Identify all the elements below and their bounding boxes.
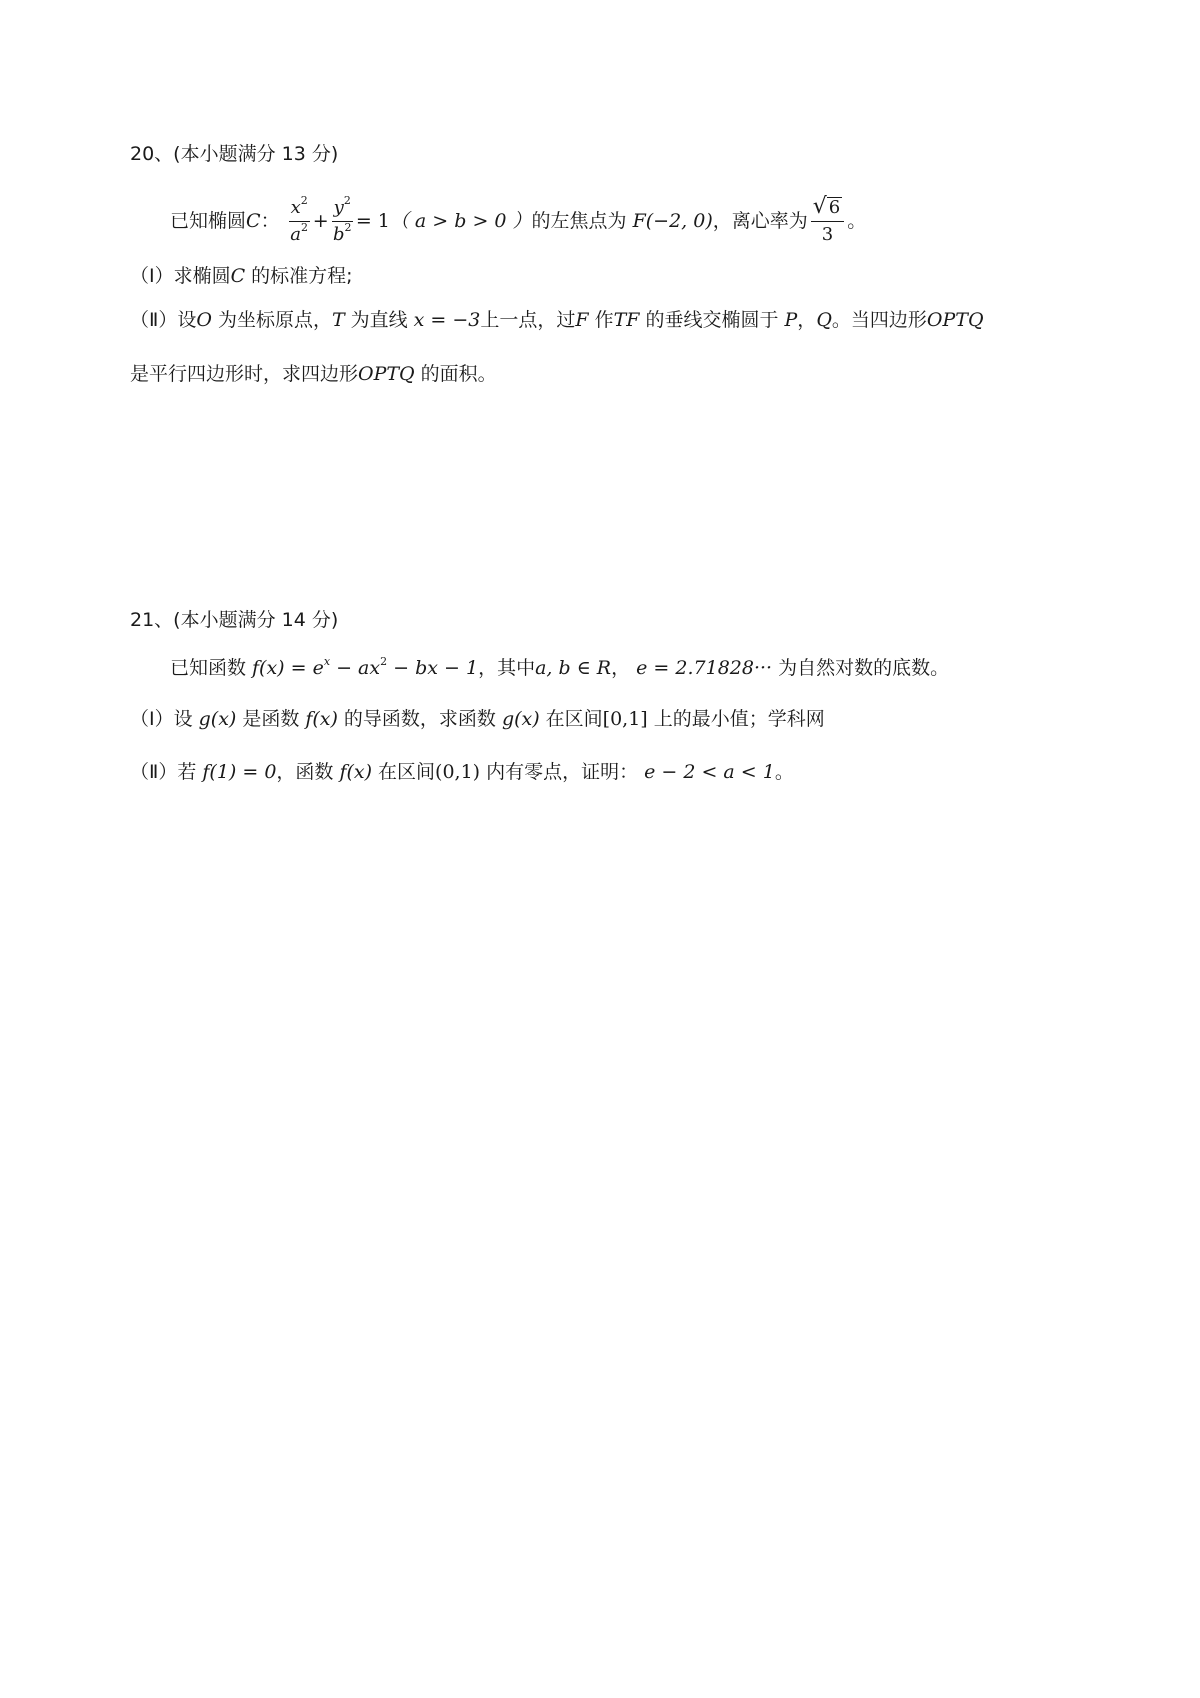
q21-part1-g: g(x) <box>198 708 237 730</box>
q20-part2-text-1: 设 <box>177 309 197 331</box>
q21-f-tail: − bx − 1 <box>387 657 479 679</box>
q20-stem-end: 。 <box>847 210 867 232</box>
q20-stem-text-1: 已知椭圆 <box>170 210 247 232</box>
q21-part2-text-4: 内有零点，证明： <box>486 761 639 783</box>
q20-heading <box>130 140 338 168</box>
q20-focus-point: F(−2, 0) <box>632 210 713 232</box>
q21-part2-interval: (0,1) <box>435 761 481 783</box>
q21-heading <box>130 606 338 634</box>
q21-part2-text-2: ，函数 <box>276 761 334 783</box>
q21-part2-text-5: 。 <box>774 761 794 783</box>
q20-part2-P: P <box>784 309 798 331</box>
exp-2: 2 <box>300 193 308 207</box>
q20-part2-text-4: 上一点，过 <box>480 309 576 331</box>
q20-part2-text-5: 作 <box>594 309 614 331</box>
q20-condition: （ a > b > 0 ） <box>389 210 532 232</box>
q21-heading-text: 21、(本小题满分 14 分) <box>130 609 339 631</box>
q20-frac-x-over-a <box>289 193 310 246</box>
q21-part2-inequality: e − 2 < a < 1 <box>644 761 775 783</box>
q20-part2-F: F <box>575 309 589 331</box>
q21-stem-text-3: ， <box>611 657 631 679</box>
q20-part2-line-eq: x = −3 <box>413 309 481 331</box>
q21-part1 <box>130 705 825 733</box>
q20-part2-TF: TF <box>613 309 640 331</box>
q21-part2-f: f(x) <box>339 761 373 783</box>
frac-x: x <box>290 196 301 218</box>
frac-b: b <box>332 223 345 245</box>
q20-part2-O: O <box>196 309 212 331</box>
q21-stem-text-1: 已知函数 <box>170 657 247 679</box>
q21-part2 <box>130 758 794 786</box>
q21-part1-text-3: 的导函数，求函数 <box>343 708 496 730</box>
q21-f-lhs: f(x) = e <box>252 657 324 679</box>
q21-part1-label: （Ⅰ） <box>130 708 174 730</box>
ecc-numerator: 6 <box>828 197 841 218</box>
q21-ab-in-R: a, b ∈ R <box>535 657 612 679</box>
q20-part2-OPTQ: OPTQ <box>926 309 984 331</box>
q20-part2-text-2: 为坐标原点， <box>217 309 332 331</box>
q20-part2-Q: Q <box>816 309 832 331</box>
q20-part1-label: （Ⅰ） <box>130 265 174 287</box>
q21-part1-text-5: 上的最小值；学科网 <box>653 708 825 730</box>
q21-part2-text-3: 在区间 <box>378 761 436 783</box>
q21-part1-text-4: 在区间 <box>545 708 603 730</box>
sqrt-symbol: √ 6 <box>812 194 841 219</box>
q20-part2-continued <box>130 360 497 388</box>
exp-2: 2 <box>343 193 351 207</box>
q21-exp-2: 2 <box>380 655 388 668</box>
q21-f-mid: − ax <box>330 657 381 679</box>
q21-part1-g-2: g(x) <box>501 708 540 730</box>
exp-2: 2 <box>301 220 309 234</box>
frac-y: y <box>333 196 344 218</box>
q21-function-def <box>252 654 478 682</box>
q20-eccentricity <box>811 196 844 246</box>
q20-part1-C: C <box>230 265 246 287</box>
q21-part2-f1: f(1) = 0 <box>202 761 277 783</box>
q20-stem-text-3: ，离心率为 <box>712 210 808 232</box>
q20-frac-y-over-b <box>332 193 353 246</box>
q20-part2-OPTQ-2: OPTQ <box>358 363 415 385</box>
q20-stem <box>170 193 866 249</box>
q21-part1-f: f(x) <box>305 708 338 730</box>
q21-e-value: e = 2.71828··· <box>636 657 773 679</box>
q20-part2-text-3: 为直线 <box>350 309 408 331</box>
equals-one: = 1 <box>355 210 390 232</box>
q20-part2-text-9: 的面积。 <box>420 363 497 385</box>
q20-ellipse-name: C <box>246 210 261 232</box>
q20-part2 <box>130 306 984 334</box>
q20-part2-text-7: 。当四边形 <box>831 309 927 331</box>
q21-stem-text-2: ，其中 <box>478 657 536 679</box>
q21-exp-x: x <box>323 655 331 668</box>
plus-sign: + <box>312 210 329 232</box>
q20-part1 <box>130 262 353 290</box>
q20-part1-text-1: 求椭圆 <box>173 265 231 287</box>
frac-a: a <box>290 223 302 245</box>
q20-part2-text-6: 的垂线交椭圆于 <box>645 309 779 331</box>
q21-stem-text-4: 为自然对数的底数。 <box>778 657 950 679</box>
q20-stem-text-2: 的左焦点为 <box>531 210 627 232</box>
q21-part1-interval: [0,1] <box>602 708 648 730</box>
ecc-denominator: 3 <box>821 224 834 245</box>
q21-part1-text-2: 是函数 <box>242 708 300 730</box>
q20-part1-text-2: 的标准方程; <box>251 265 353 287</box>
q21-part2-text-1: 若 <box>177 761 197 783</box>
q20-part2-text-8: 是平行四边形时，求四边形 <box>130 363 359 385</box>
q21-stem <box>170 654 949 682</box>
q20-part2-label: （Ⅱ） <box>130 309 178 331</box>
q20-part2-comma: ， <box>797 309 817 331</box>
q21-part2-label: （Ⅱ） <box>130 761 178 783</box>
q21-part1-text-1: 设 <box>173 708 193 730</box>
exp-2: 2 <box>344 220 352 234</box>
q20-heading-text: 20、(本小题满分 13 分) <box>130 143 339 165</box>
q20-colon: ： <box>260 210 280 232</box>
q20-part2-T: T <box>331 309 345 331</box>
